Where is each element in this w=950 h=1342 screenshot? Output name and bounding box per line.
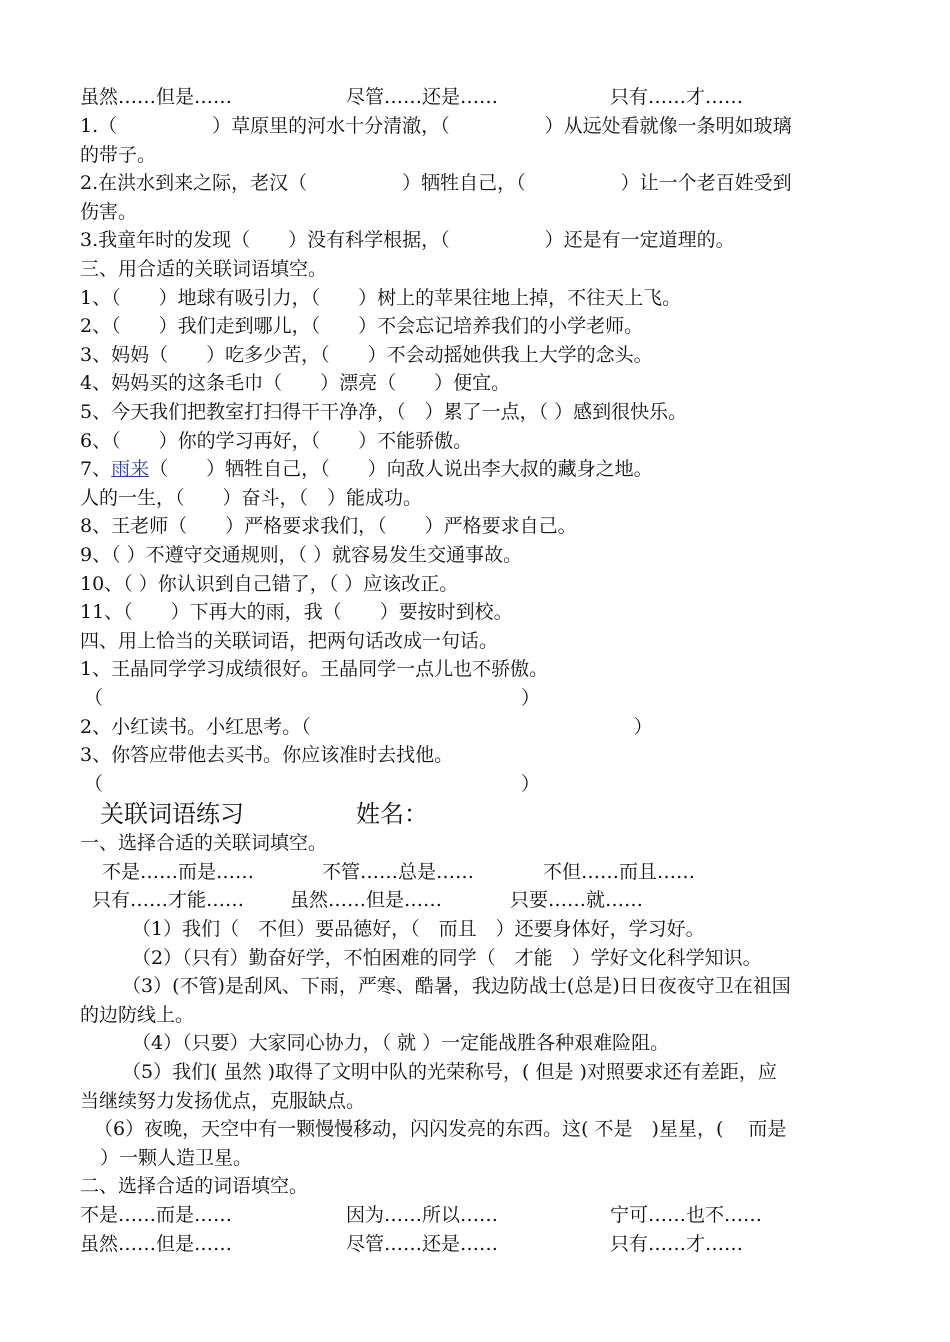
word-choice: 不但……而且…… xyxy=(543,861,696,883)
exercise-line: 10、（ ）你认识到自己错了，（ ）应该改正。 xyxy=(80,573,459,595)
exercise-line: 3、你答应带他去买书。你应该准时去找他。 xyxy=(80,744,454,766)
exercise-line: 11、（ ）下再大的雨，我（ ）要按时到校。 xyxy=(80,601,513,623)
word-choice: 只有……才…… xyxy=(610,1233,744,1255)
word-choice: 只要……就…… xyxy=(510,889,644,911)
exercise-line: 6、（ ）你的学习再好，（ ）不能骄傲。 xyxy=(80,430,473,452)
exercise-line: 3、妈妈（ ）吃多少苦，（ ）不会动摇她供我上大学的念头。 xyxy=(80,344,653,366)
word-choice: 只有……才能…… xyxy=(92,889,245,911)
yulai-link[interactable]: 雨来 xyxy=(111,458,150,480)
answer-line: （6）夜晚，天空中有一颗慢慢移动，闪闪发亮的东西。这( 不是 )星星，( 而是 xyxy=(94,1118,787,1140)
word-choice: 不管……总是…… xyxy=(322,861,475,883)
exercise-line: 9、（ ）不遵守交通规则，（ ）就容易发生交通事故。 xyxy=(80,544,523,566)
section-heading: 二、选择合适的词语填空。 xyxy=(80,1175,309,1197)
exercise-line: 1、（ ）地球有吸引力，（ ）树上的苹果往地上掉，不往天上飞。 xyxy=(80,287,682,309)
exercise-line: 3.我童年时的发现（ ）没有科学根据，（ ）还是有一定道理的。 xyxy=(80,229,735,251)
answer-blank: （ ） xyxy=(84,687,541,709)
answer-blank: （ ） xyxy=(84,773,541,795)
word-choice: 不是……而是…… xyxy=(102,861,255,883)
section-heading: 四、用上恰当的关联词语，把两句话改成一句话。 xyxy=(80,630,499,652)
answer-line: （5）我们( 虽然 )取得了文明中队的光荣称号，( 但是 )对照要求还有差距，应 xyxy=(122,1061,777,1083)
word-choice: 虽然……但是…… xyxy=(290,889,443,911)
exercise-line: 1、王晶同学学习成绩很好。王晶同学一点儿也不骄傲。 xyxy=(80,658,549,680)
exercise-line: 5、今天我们把教室打扫得干干净净，（ ）累了一点，（ ）感到很快乐。 xyxy=(80,401,688,423)
exercise-line: 2、小红读书。小红思考。（ ） xyxy=(80,716,653,738)
word-choice: 尽管……还是…… xyxy=(346,86,499,108)
word-choice: 宁可……也不…… xyxy=(610,1204,763,1226)
exercise-line: 4、妈妈买的这条毛巾（ ）漂亮（ ）便宜。 xyxy=(80,372,511,394)
answer-line: （3）(不管)是刮风、下雨，严寒、酷暑，我边防战士(总是)日日夜夜守卫在祖国 xyxy=(122,975,791,997)
practice-title: 关联词语练习 xyxy=(100,800,244,828)
name-label: 姓名： xyxy=(356,800,428,828)
answer-line: （4）（只要）大家同心协力，（ 就 ）一定能战胜各种艰难险阻。 xyxy=(132,1032,670,1054)
exercise-line: 8、王老师（ ）严格要求我们，（ ）严格要求自己。 xyxy=(80,515,577,537)
word-choice: 尽管……还是…… xyxy=(346,1233,499,1255)
answer-line: （1）我们（ 不但）要品德好，（ 而且 ）还要身体好，学习好。 xyxy=(132,918,705,940)
word-choice: 虽然……但是…… xyxy=(80,86,233,108)
exercise-line: 2、（ ）我们走到哪儿，（ ）不会忘记培养我们的小学老师。 xyxy=(80,315,644,337)
section-heading: 三、用合适的关联词语填空。 xyxy=(80,258,328,280)
section-heading: 一、选择合适的关联词填空。 xyxy=(80,832,328,854)
answer-line: （2）（只有）勤奋好学，不怕困难的同学（ 才能 ）学好文化科学知识。 xyxy=(132,947,762,969)
exercise-line: 的带子。 xyxy=(80,144,157,166)
word-choice: 不是……而是…… xyxy=(80,1204,233,1226)
exercise-line: 2.在洪水到来之际，老汉（ ）牺牲自己，（ ）让一个老百姓受到 xyxy=(80,172,792,194)
exercise-line-7 xyxy=(80,456,653,482)
answer-line: ）一颗人造卫星。 xyxy=(100,1147,253,1169)
item-text: （ ）牺牲自己，（ ）向敌人说出李大叔的藏身之地。 xyxy=(149,458,653,480)
word-choice: 虽然……但是…… xyxy=(80,1233,233,1255)
answer-line: 的边防线上。 xyxy=(80,1004,195,1026)
exercise-line: 人的一生，（ ）奋斗，（ ）能成功。 xyxy=(80,487,423,509)
exercise-line: 1.（ ）草原里的河水十分清澈，（ ）从远处看就像一条明如玻璃 xyxy=(80,115,792,137)
exercise-line: 伤害。 xyxy=(80,201,138,223)
word-choice: 因为……所以…… xyxy=(346,1204,499,1226)
answer-line: 当继续努力发扬优点，克服缺点。 xyxy=(80,1090,366,1112)
item-number: 7、 xyxy=(80,458,112,480)
word-choice: 只有……才…… xyxy=(610,86,744,108)
